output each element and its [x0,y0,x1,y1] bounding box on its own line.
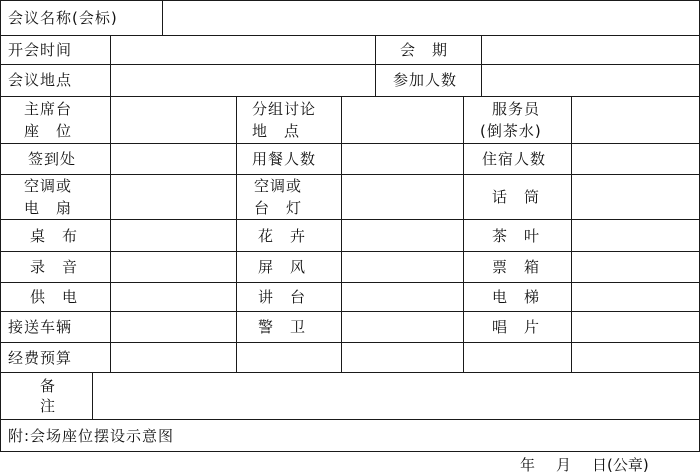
date-year: 年 [520,456,536,474]
border-left [0,0,1,452]
chair-seat-label-line1: 主席台 [24,100,73,118]
chair-seat-label-line2: 座 位 [24,122,73,140]
elevator-label: 电 梯 [492,288,541,306]
check-in-label: 签到处 [28,150,77,168]
ac-light-label-line2: 台 灯 [254,199,303,217]
records-label: 唱 片 [492,318,541,336]
tablecloth-label: 桌 布 [30,227,79,245]
attendees-field[interactable] [482,65,699,96]
attendees-label: 参加人数 [393,71,458,89]
microphone-label: 话 筒 [492,188,541,206]
col-line [375,35,376,97]
ac-fan-label-line2: 电 扇 [24,199,73,217]
row-line [0,419,700,420]
meeting-period-label: 会 期 [400,41,449,59]
power-label: 供 电 [30,288,79,306]
recording-label: 录 音 [30,258,79,276]
service-staff-label-line2: (倒茶水) [480,122,542,140]
guard-label: 警 卫 [258,318,307,336]
group-location-label-line2: 地 点 [252,122,301,140]
location-label: 会议地点 [8,71,73,89]
meeting-name-label: 会议名称(会标) [8,9,118,27]
remarks-label-line1: 备 [40,377,57,395]
meeting-time-label: 开会时间 [8,41,73,59]
tea-leaves-label: 茶 叶 [492,227,541,245]
budget-label: 经费预算 [8,349,73,367]
location-field[interactable] [111,65,375,96]
value-cell[interactable] [111,97,236,372]
date-day-seal: 日(公章) [592,456,649,474]
shuttle-label: 接送车辆 [8,318,73,336]
value-cell[interactable] [342,97,463,372]
service-staff-label-line1: 服务员 [492,100,541,118]
border-bottom [0,451,700,452]
screen-label: 屏 风 [258,258,307,276]
meeting-time-field[interactable] [111,36,375,64]
podium-label: 讲 台 [258,288,307,306]
col-line [236,96,237,373]
value-cell[interactable] [572,97,699,372]
date-month: 月 [556,456,572,474]
attachment-label: 附:会场座位摆设示意图 [8,427,175,445]
group-location-label-line1: 分组讨论 [252,100,317,118]
meeting-name-field[interactable] [163,1,699,35]
meeting-period-field[interactable] [482,36,699,64]
flowers-label: 花 卉 [258,227,307,245]
ac-fan-label-line1: 空调或 [24,177,73,195]
col-line [463,96,464,373]
lodging-count-label: 住宿人数 [482,150,547,168]
ac-light-label-line1: 空调或 [254,177,303,195]
dining-count-label: 用餐人数 [252,150,317,168]
ticket-box-label: 票 箱 [492,258,541,276]
remarks-field[interactable] [93,373,699,419]
remarks-label-line2: 注 [40,397,57,415]
